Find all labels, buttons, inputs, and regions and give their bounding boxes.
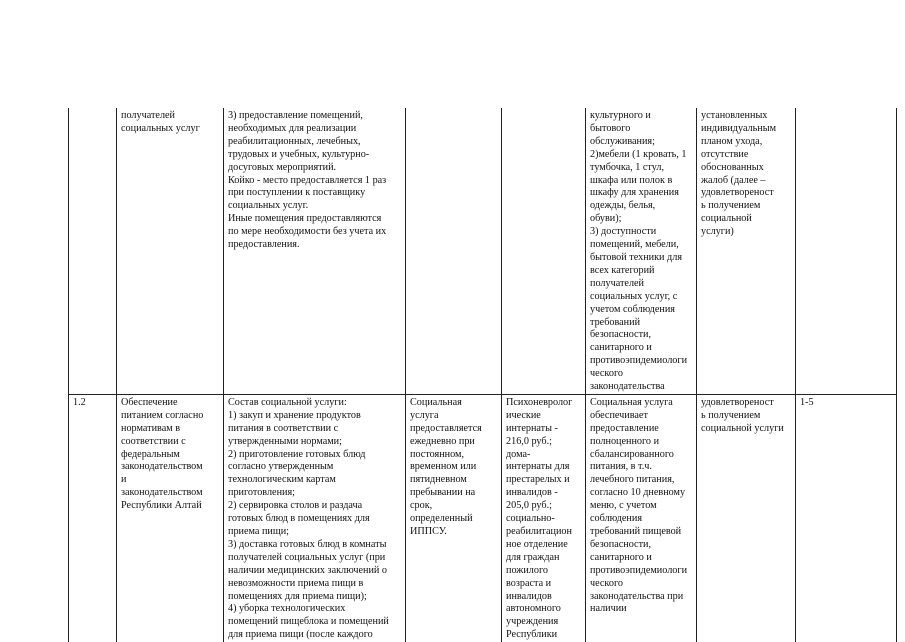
score-cell: 1-5 — [796, 394, 897, 642]
score-cell — [796, 108, 897, 394]
evaluation-cell: удовлетвореност ь получением социальной услуги — [697, 394, 796, 642]
service-name-cell: Обеспечение питанием согласно нормативам в соответствии с федеральным законодательством и законодательством Республики Алтай — [117, 394, 224, 642]
tariff-cell — [502, 108, 586, 394]
service-description-cell: Состав социальной услуги: 1) закуп и хранение продуктов питания в соответствии с утвержденными нормами; 2) приготовление готовых блюд согласно утвержденным технологическим картам приготовления; 2) сервировка столов и раздача готовых блюд в помещениях для приема пищи; 3) доставка готовых блюд в комнаты получателей социальных услуг (при наличии медицинских заключений о невозможности приема пищи в помещениях для приема пищи); 4) уборка технологических помещений пищеблока и помещений для приема пищи (после каждого — [224, 394, 406, 642]
quality-cell: Социальная услуга обеспечивает предоставление полноценного и сбалансированного питания, в т.ч. лечебного питания, согласно 10 дневному меню, с учетом соблюдения требований пищевой безопасности, санитарного и противоэпидемиологи ческого законодательства при наличии — [586, 394, 697, 642]
periodicity-cell — [406, 108, 502, 394]
quality-cell: культурного и бытового обслуживания; 2)мебели (1 кровать, 1 тумбочка, 1 стул, шкафа или полок в шкафу для хранения одежды, белья, обуви); 3) доступности помещений, мебели, бытовой техники для всех категорий получателей социальных услуг, с учетом соблюдения требований безопасности, санитарного и противоэпидемиологи ческого законодательства — [586, 108, 697, 394]
periodicity-cell: Социальная услуга предоставляется ежедневно при постоянном, временном или пятидневном пребывании на срок, определенный ИППСУ. — [406, 394, 502, 642]
service-name-cell: получателей социальных услуг — [117, 108, 224, 394]
table-row — [69, 394, 897, 642]
service-description-cell: 3) предоставление помещений, необходимых для реализации реабилитационных, лечебных, трудовых и учебных, культурно- досуговых мероприятий. Койко - место предоставляется 1 раз при поступлении к поставщику социальных услуг. Иные помещения предоставляются по мере необходимости без учета их предоставления. — [224, 108, 406, 394]
row-number-cell — [69, 108, 117, 394]
tariff-cell: Психоневролог ические интернаты - 216,0 руб.; дома- интернаты для престарелых и инвалидов - 205,0 руб.; социально- реабилитацион ное отделение для граждан пожилого возраста и инвалидов автономного учреждения Республики — [502, 394, 586, 642]
row-number-cell: 1.2 — [69, 394, 117, 642]
evaluation-cell: установленных индивидуальным планом ухода, отсутствие обоснованных жалоб (далее – удовлетвореност ь получением социальной услуги) — [697, 108, 796, 394]
table-row — [69, 108, 897, 394]
services-table — [68, 108, 897, 642]
